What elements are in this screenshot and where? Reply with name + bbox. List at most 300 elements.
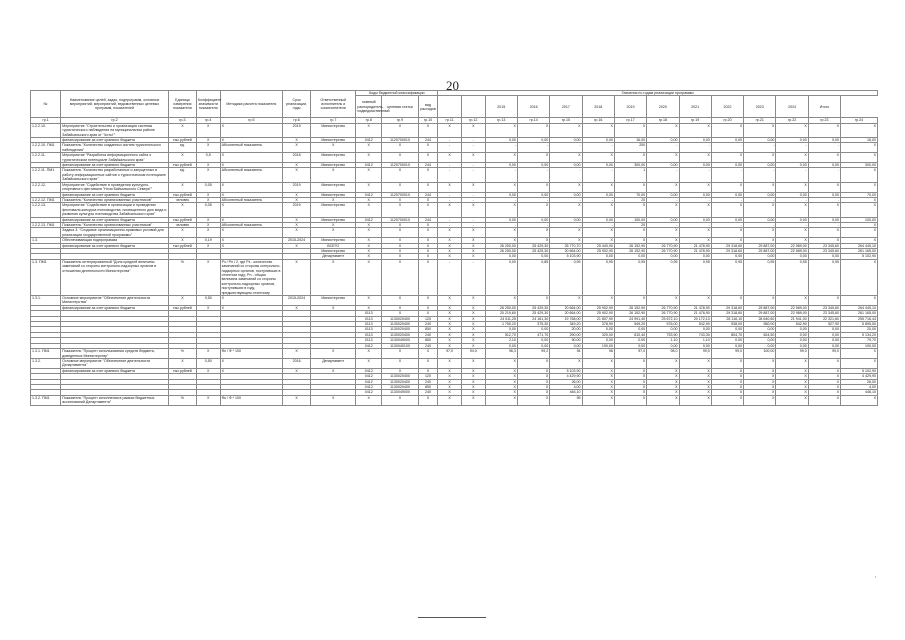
table-cell: X (382, 123, 419, 137)
table-cell: - (744, 197, 776, 202)
table-cell: 70,00 (841, 192, 878, 197)
table-cell: X (196, 138, 220, 143)
row-number-cell: 1.2.2.13. (31, 203, 61, 217)
table-cell: 98 (582, 349, 614, 359)
table-cell: X (808, 395, 840, 405)
table-cell: X (776, 374, 808, 379)
table-cell: X (679, 384, 711, 389)
table-cell: X (461, 374, 485, 379)
table-cell: X (614, 358, 646, 368)
table-cell: 23 345,60 (808, 305, 840, 310)
table-cell: 28 640,60 (744, 316, 776, 321)
table-cell: 25 672,10 (647, 316, 679, 321)
table-cell: X (220, 192, 282, 197)
table-cell: 5 102,90 (841, 368, 878, 373)
table-cell: 2015-2024 (283, 296, 311, 306)
table-cell: X (614, 368, 646, 373)
table-cell: 1 750,20 (485, 322, 517, 327)
table-cell: X (550, 203, 582, 217)
table-cell: X (517, 368, 549, 373)
footer-rule (418, 617, 486, 618)
table-cell: X (418, 238, 437, 243)
table-cell: 0,00 (517, 343, 549, 348)
table-cell: - (679, 168, 711, 182)
table-cell: X (517, 153, 549, 163)
table-cell: X (418, 358, 437, 368)
table-cell: X (485, 358, 517, 368)
table-cell: 1120700010 (382, 163, 419, 168)
table-cell: 0,00 (485, 192, 517, 197)
table-cell: 0412 (356, 374, 382, 379)
table-cell: - (517, 222, 549, 227)
row-name-cell: Задача 3. "Создание организационно-правовых условий для реализации государственной программы" (61, 228, 169, 238)
table-cell: X (485, 395, 517, 405)
table-cell: - (711, 222, 743, 227)
table-cell: 0,00 (679, 343, 711, 348)
table-cell: - (711, 168, 743, 182)
table-cell: 19 768,00 (550, 316, 582, 321)
table-cell: 0,00 (517, 217, 549, 222)
table-cell: X (382, 182, 419, 192)
table-cell: 0,00 (550, 343, 582, 348)
table-cell: X (647, 358, 679, 368)
table-cell: X (438, 243, 462, 248)
table-cell: X (808, 203, 840, 217)
table-cell: X (382, 228, 419, 238)
table-cell: тыс.рублей (168, 243, 196, 248)
table-cell: X (461, 254, 485, 259)
column-number: гр.20 (711, 118, 743, 123)
table-cell: 1120700010 (382, 138, 419, 143)
table-cell: 240 (418, 343, 437, 348)
row-name-cell: Показатель "Процент использования средств бюджета, доведенных Министерству" (61, 349, 169, 359)
table-cell: 850 (418, 338, 437, 343)
table-cell: 190,00 (582, 343, 614, 348)
table-cell: X (744, 203, 776, 217)
table-cell: 29 318,60 (711, 311, 743, 316)
table-cell: X (679, 358, 711, 368)
table-cell: 1130020400 (382, 384, 419, 389)
table-cell: тыс.рублей (168, 368, 196, 373)
table-cell: X (311, 143, 356, 153)
table-cell: X (382, 168, 419, 182)
table-cell: X (485, 182, 517, 192)
table-cell: 1130020400 (382, 316, 419, 321)
table-cell: X (461, 332, 485, 337)
table-cell: 0113 (356, 327, 382, 332)
table-cell: X (418, 259, 437, 295)
table-cell: Министерство (311, 248, 356, 253)
column-number: гр.8 (356, 118, 382, 123)
table-cell: 0113 (356, 322, 382, 327)
table-cell: X (744, 384, 776, 389)
table-cell: 100,00 (614, 217, 646, 222)
table-cell: - (461, 168, 485, 182)
table-cell: 550,00 (744, 322, 776, 327)
table-cell: Министерство (311, 238, 356, 243)
table-cell: 0,00 (582, 138, 614, 143)
table-cell: - (550, 222, 582, 227)
table-cell: 255 716,44 (841, 316, 878, 321)
table-cell: X (438, 203, 462, 217)
table-cell: 0,00 (647, 343, 679, 348)
table-cell: X (438, 379, 462, 384)
table-cell: ед. (168, 168, 196, 182)
header-year: 2019 (614, 96, 646, 118)
table-cell: X (614, 203, 646, 217)
table-cell: X (418, 395, 437, 405)
table-cell: X (582, 384, 614, 389)
table-cell: Министерство (311, 138, 356, 143)
table-cell: 0,00 (776, 327, 808, 332)
table-cell: 0,00 (679, 163, 711, 168)
table-row (31, 395, 878, 405)
table-cell: - (647, 222, 679, 227)
table-cell: X (356, 228, 382, 238)
table-row (31, 296, 878, 306)
table-cell: X (356, 254, 382, 259)
table-cell: X (356, 168, 382, 182)
table-cell: X (196, 349, 220, 359)
table-cell: 4 429,90 (841, 374, 878, 379)
row-name-cell: финансирование за счет краевого бюджета (61, 243, 169, 248)
program-table (30, 90, 878, 406)
table-cell: X (485, 238, 517, 243)
table-cell: X (382, 368, 419, 373)
table-cell: 26,00 (841, 379, 878, 384)
table-cell: ВСЕГО (311, 243, 356, 248)
table-cell: X (776, 228, 808, 238)
table-cell: 576,00 (647, 322, 679, 327)
table-cell: X (582, 296, 614, 306)
table-cell: тыс.рублей (168, 192, 196, 197)
table-cell: X (418, 349, 437, 359)
table-cell: 24 511,25 (485, 316, 517, 321)
table-cell: 4,00 (841, 384, 878, 389)
table-cell: 375,30 (517, 322, 549, 327)
table-cell: 0,00 (711, 327, 743, 332)
table-cell: X (196, 228, 220, 238)
table-cell: 20,00 (841, 327, 878, 332)
table-cell: X (711, 368, 743, 373)
row-name-cell: Мероприятие "Содействие в организации и проведении фестиваля-конкурса пчеловодства, посвященного дню меда и развитию культуры пчеловодства Забайкальского края" (62, 203, 167, 217)
row-number-cell: 1.2.2.11. ПМ1 (31, 168, 61, 182)
table-cell: X (461, 248, 485, 253)
table-cell: X (461, 368, 485, 373)
table-cell: - (647, 143, 679, 153)
table-cell: 26,00 (550, 379, 582, 384)
table-cell: 26 770,90 (647, 248, 679, 253)
table-cell: 610,40 (614, 332, 646, 337)
table-cell: Министерство (311, 163, 356, 168)
table-cell: X (220, 153, 282, 163)
table-cell: X (744, 358, 776, 368)
table-cell: 0412 (356, 390, 382, 395)
table-cell: X (196, 305, 220, 310)
table-row (31, 123, 878, 137)
table-cell: X (614, 384, 646, 389)
table-cell: 25 429,30 (517, 311, 549, 316)
table-cell: X (582, 203, 614, 217)
table-cell: 0,00 (744, 163, 776, 168)
table-cell: - (776, 197, 808, 202)
column-number: гр.6 (283, 118, 311, 123)
table-cell: X (382, 395, 419, 405)
table-cell: X (311, 168, 356, 182)
header-year: 2018 (582, 96, 614, 118)
table-cell: 99,0 (679, 349, 711, 359)
table-cell: X (776, 238, 808, 243)
table-cell: X (438, 228, 462, 238)
table-cell: 26 152,90 (614, 311, 646, 316)
table-row (31, 153, 878, 163)
table-cell: X (461, 322, 485, 327)
row-number-cell: 1.2.2.13. ПМ1 (31, 222, 61, 227)
table-cell: - (647, 197, 679, 202)
table-cell: X (614, 379, 646, 384)
table-cell: X (711, 379, 743, 384)
table-cell: 0,00 (614, 343, 646, 348)
table-cell: X (808, 182, 840, 192)
row-number-cell: 1.2.2.10. (31, 123, 61, 137)
table-cell: X (418, 168, 437, 182)
column-number: гр.4 (196, 118, 220, 123)
table-cell: 0,19 (196, 238, 220, 243)
table-cell: X (517, 395, 549, 405)
table-cell: 0,00 (647, 327, 679, 332)
table-cell: X (311, 228, 356, 238)
table-cell: X (418, 197, 437, 202)
table-cell: 2015-2024 (283, 238, 311, 243)
table-cell: 1,10 (647, 338, 679, 343)
table-cell: X (382, 143, 419, 153)
table-cell: Абсолютный показатель (220, 168, 282, 182)
column-number: гр.23 (808, 118, 840, 123)
table-cell: X (311, 259, 356, 295)
table-cell: X (679, 182, 711, 192)
table-cell: X (614, 182, 646, 192)
table-cell: X (382, 254, 419, 259)
table-cell: X (356, 222, 382, 227)
table-cell: 0412 (356, 384, 382, 389)
table-cell: X (517, 238, 549, 243)
table-cell: X (582, 228, 614, 238)
table-cell: 25 902,90 (582, 248, 614, 253)
table-cell: 0,00 (550, 217, 582, 222)
table-cell: - (679, 222, 711, 227)
table-cell: Департамент (311, 254, 356, 259)
table-cell: 50,00 (550, 338, 582, 343)
table-cell: X (841, 395, 878, 405)
header-unit: Единица измерения показателя (168, 91, 196, 118)
table-cell: 20 172,10 (679, 316, 711, 321)
table-cell: - (438, 217, 462, 222)
table-cell: X (220, 163, 282, 168)
table-cell: 5 103,90 (550, 368, 582, 373)
table-cell: 26 152,90 (614, 305, 646, 310)
table-cell: 0,95 (647, 259, 679, 295)
table-cell: 29 887,00 (744, 243, 776, 248)
table-cell: 244 (418, 163, 437, 168)
row-number-cell: 1.2.2.12. ПМ1 (31, 197, 61, 202)
table-cell: 0,95 (776, 259, 808, 295)
table-cell: % (168, 349, 196, 359)
table-cell: 26 152,90 (614, 248, 646, 253)
table-cell: 25 770,70 (550, 243, 582, 248)
row-number-cell: 1.3. (31, 238, 61, 243)
table-cell: 99,0 (711, 349, 743, 359)
table-cell: X (485, 384, 517, 389)
table-cell: 22 989,00 (776, 243, 808, 248)
row-name-cell: финансирование за счет краевого бюджета (61, 192, 169, 197)
table-cell: 2,10 (485, 338, 517, 343)
table-cell: X (679, 374, 711, 379)
table-cell: X (461, 316, 485, 321)
table-cell: 97,0 (438, 349, 462, 359)
table-cell: X (776, 395, 808, 405)
table-cell: 0,00 (808, 343, 840, 348)
header-target-item: целевая статья (382, 96, 419, 118)
table-cell: 0412 (356, 138, 382, 143)
table-cell: % (168, 395, 196, 405)
table-cell: 0,00 (808, 254, 840, 259)
table-cell: X (220, 238, 282, 243)
table-cell: X (582, 358, 614, 368)
table-cell: 0,05 (196, 203, 220, 217)
table-cell: X (283, 197, 311, 202)
table-cell: X (438, 316, 462, 321)
table-cell: 0,00 (517, 138, 549, 143)
table-cell: 26 250,00 (485, 248, 517, 253)
table-cell: 0412 (356, 163, 382, 168)
table-cell: 20,00 (550, 327, 582, 332)
table-cell: 5 102,90 (841, 254, 878, 259)
table-cell: 264 445,10 (841, 305, 878, 310)
table-cell: 290,00 (550, 332, 582, 337)
table-cell: X (461, 338, 485, 343)
table-cell: тыс.рублей (168, 138, 196, 143)
table-cell: X (776, 153, 808, 163)
table-cell: X (550, 358, 582, 368)
table-cell: Министерство (311, 296, 356, 306)
table-cell: 0,00 (550, 163, 582, 168)
table-cell: X (711, 203, 743, 217)
table-cell: 2016 (283, 358, 311, 368)
table-cell: 25 902,90 (582, 311, 614, 316)
table-cell: 0,95 (808, 259, 840, 295)
table-cell: X (647, 390, 679, 395)
table-cell: - (582, 143, 614, 153)
table-cell: тыс.рублей (168, 217, 196, 222)
table-cell: 22 321,60 (808, 316, 840, 321)
table-cell: 25 429,30 (517, 248, 549, 253)
row-number-cell: 1.3. ПМ1 (31, 259, 61, 295)
table-cell: X (283, 143, 311, 153)
table-cell: X (485, 379, 517, 384)
table-cell: X (744, 123, 776, 137)
table-cell: X (614, 296, 646, 306)
table-cell: X (220, 203, 282, 217)
table-cell: 0,00 (711, 254, 743, 259)
table-cell: X (382, 238, 419, 243)
table-cell: - (461, 197, 485, 202)
table-cell: 29 887,00 (744, 311, 776, 316)
table-cell: X (582, 379, 614, 384)
table-cell: X (776, 296, 808, 306)
table-cell: 0,00 (582, 327, 614, 332)
table-cell: 26 770,90 (647, 305, 679, 310)
table-cell: X (550, 228, 582, 238)
table-cell: 527,90 (808, 322, 840, 327)
table-cell: 26 770,90 (647, 311, 679, 316)
table-row (31, 203, 878, 217)
table-cell: X (517, 203, 549, 217)
table-cell: X (808, 379, 840, 384)
table-cell: X (356, 248, 382, 253)
column-number: гр.14 (517, 118, 549, 123)
table-cell: X (438, 296, 462, 306)
table-cell: X (461, 327, 485, 332)
table-cell: 538,00 (711, 322, 743, 327)
table-cell: 0,00 (744, 192, 776, 197)
table-cell: X (711, 374, 743, 379)
table-cell: 0,00 (679, 217, 711, 222)
table-cell: 0,95 (582, 259, 614, 295)
row-name-cell: финансирование за счет краевого бюджета (61, 305, 169, 310)
table-cell: 0,00 (517, 254, 549, 259)
row-number-cell: 1.3.2. (31, 358, 61, 368)
table-cell: X (582, 390, 614, 395)
table-cell: 0113 (356, 338, 382, 343)
table-cell: 320,00 (582, 332, 614, 337)
table-cell: % (168, 259, 196, 295)
table-cell: X (461, 228, 485, 238)
table-cell: X (841, 153, 878, 163)
table-cell: X (711, 395, 743, 405)
table-cell: X (220, 138, 282, 143)
table-cell: - (517, 197, 549, 202)
table-cell: X (517, 390, 549, 395)
table-cell: 5 103,90 (550, 254, 582, 259)
table-cell: X (582, 374, 614, 379)
table-cell: X (220, 228, 282, 238)
table-cell: - (438, 138, 462, 143)
table-cell: 0,00 (744, 217, 776, 222)
row-name-cell: Мероприятие "Строительство и организация системы туристического наблюдения на муниципальном районе Забайкальского края от "Читы"" (61, 123, 169, 137)
table-cell: X (461, 390, 485, 395)
table-cell: 0412 (356, 192, 382, 197)
table-cell: X (438, 153, 462, 163)
table-header (31, 91, 878, 124)
table-cell: 1130020400 (382, 379, 419, 384)
table-cell: 29 318,60 (711, 243, 743, 248)
table-cell: 20 219,60 (485, 311, 517, 316)
table-cell: Министерство (311, 153, 356, 163)
table-cell: X (808, 390, 840, 395)
column-number: гр.15 (550, 118, 582, 123)
table-cell: 0,00 (614, 327, 646, 332)
table-cell: X (841, 358, 878, 368)
table-cell: X (220, 296, 282, 306)
table-cell: Фк / Ф * 100 (220, 349, 282, 359)
table-row (31, 168, 878, 182)
table-cell: 0,00 (614, 338, 646, 343)
table-cell: 0,00 (485, 163, 517, 168)
table-row (31, 358, 878, 368)
table-cell: Министерство (311, 123, 356, 137)
table-cell: 240 (418, 390, 437, 395)
table-cell: X (311, 368, 356, 373)
